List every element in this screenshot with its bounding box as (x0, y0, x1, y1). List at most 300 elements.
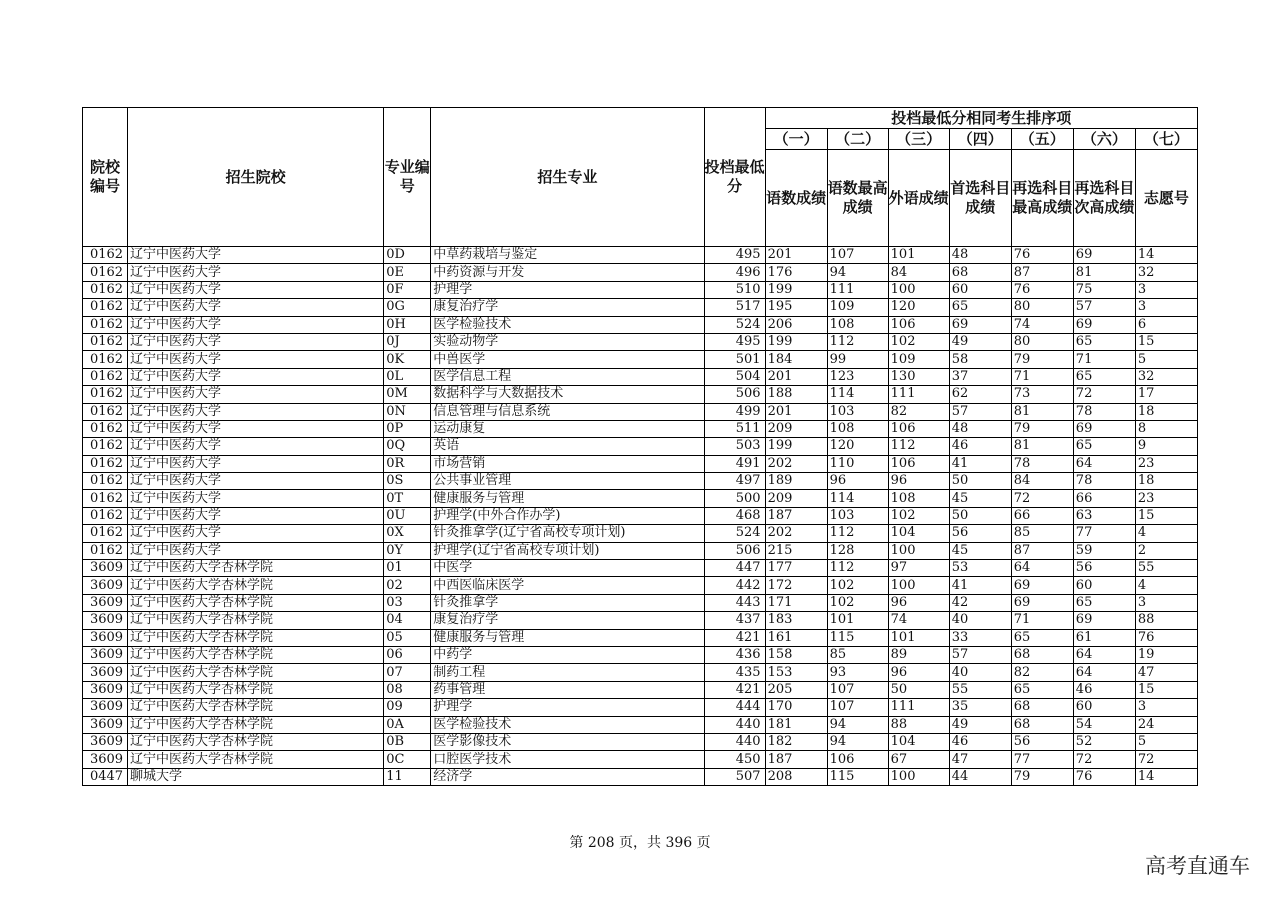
table-row (83, 716, 1198, 733)
cell-school-code: 3609 (83, 716, 128, 733)
cell-major-name: 中兽医学 (431, 351, 704, 368)
table-row (83, 247, 1198, 264)
cell-chinese-math-max-score: 106 (827, 751, 888, 768)
cell-chinese-math-max-score: 115 (827, 768, 888, 785)
cell-chinese-math-max-score: 93 (827, 664, 888, 681)
cell-major-code: 0C (384, 751, 431, 768)
cell-school-name: 辽宁中医药大学杏林学院 (128, 612, 384, 629)
table-row (83, 612, 1198, 629)
cell-preference-number: 23 (1135, 455, 1197, 472)
cell-chinese-math-score: 199 (765, 333, 827, 350)
cell-school-code: 3609 (83, 560, 128, 577)
cell-foreign-language-score: 100 (888, 768, 949, 785)
cell-first-subject-score: 41 (949, 455, 1011, 472)
cell-min-score: 435 (704, 664, 765, 681)
cell-min-score: 503 (704, 438, 765, 455)
cell-elective-second-score: 71 (1073, 351, 1135, 368)
cell-major-name: 健康服务与管理 (431, 629, 704, 646)
cell-preference-number: 47 (1135, 664, 1197, 681)
cell-chinese-math-max-score: 123 (827, 368, 888, 385)
cell-chinese-math-score: 208 (765, 768, 827, 785)
cell-chinese-math-score: 176 (765, 264, 827, 281)
cell-elective-second-score: 75 (1073, 281, 1135, 298)
cell-chinese-math-score: 182 (765, 733, 827, 750)
cell-chinese-math-score: 183 (765, 612, 827, 629)
cell-first-subject-score: 49 (949, 716, 1011, 733)
cell-major-code: 02 (384, 577, 431, 594)
cell-major-code: 0M (384, 386, 431, 403)
cell-elective-max-score: 56 (1011, 733, 1073, 750)
cell-min-score: 496 (704, 264, 765, 281)
cell-major-code: 0U (384, 507, 431, 524)
cell-foreign-language-score: 120 (888, 299, 949, 316)
cell-school-name: 辽宁中医药大学 (128, 525, 384, 542)
cell-chinese-math-score: 206 (765, 316, 827, 333)
cell-major-name: 中医学 (431, 560, 704, 577)
table-row (83, 473, 1198, 490)
cell-chinese-math-score: 187 (765, 751, 827, 768)
cell-preference-number: 6 (1135, 316, 1197, 333)
cell-elective-max-score: 79 (1011, 768, 1073, 785)
cell-elective-max-score: 78 (1011, 455, 1073, 472)
cell-elective-max-score: 64 (1011, 560, 1073, 577)
cell-chinese-math-max-score: 108 (827, 420, 888, 437)
cell-foreign-language-score: 106 (888, 316, 949, 333)
cell-major-name: 康复治疗学 (431, 299, 704, 316)
cell-major-code: 0F (384, 281, 431, 298)
cell-elective-second-score: 65 (1073, 333, 1135, 350)
header-elective-max: 再选科目最高成绩 (1011, 150, 1073, 247)
header-order-2: （二） (827, 129, 888, 150)
cell-elective-max-score: 79 (1011, 351, 1073, 368)
cell-foreign-language-score: 112 (888, 438, 949, 455)
cell-school-code: 0162 (83, 420, 128, 437)
cell-school-code: 0162 (83, 507, 128, 524)
header-min-score: 投档最低分 (704, 108, 765, 247)
table-row (83, 386, 1198, 403)
cell-school-name: 辽宁中医药大学 (128, 299, 384, 316)
cell-major-code: 0A (384, 716, 431, 733)
cell-school-name: 辽宁中医药大学杏林学院 (128, 664, 384, 681)
cell-school-code: 0162 (83, 368, 128, 385)
cell-school-code: 3609 (83, 612, 128, 629)
cell-elective-second-score: 63 (1073, 507, 1135, 524)
table-row (83, 733, 1198, 750)
cell-min-score: 440 (704, 733, 765, 750)
cell-foreign-language-score: 111 (888, 386, 949, 403)
cell-chinese-math-score: 209 (765, 490, 827, 507)
cell-foreign-language-score: 111 (888, 699, 949, 716)
cell-preference-number: 72 (1135, 751, 1197, 768)
cell-preference-number: 32 (1135, 264, 1197, 281)
cell-preference-number: 15 (1135, 681, 1197, 698)
table-row (83, 490, 1198, 507)
cell-school-name: 辽宁中医药大学 (128, 542, 384, 559)
cell-first-subject-score: 48 (949, 247, 1011, 264)
cell-major-name: 护理学(中外合作办学) (431, 507, 704, 524)
cell-school-name: 辽宁中医药大学杏林学院 (128, 577, 384, 594)
cell-elective-second-score: 57 (1073, 299, 1135, 316)
cell-elective-second-score: 77 (1073, 525, 1135, 542)
cell-major-code: 0J (384, 333, 431, 350)
cell-first-subject-score: 46 (949, 733, 1011, 750)
cell-major-name: 药事管理 (431, 681, 704, 698)
table-row (83, 751, 1198, 768)
cell-first-subject-score: 53 (949, 560, 1011, 577)
cell-foreign-language-score: 109 (888, 351, 949, 368)
cell-chinese-math-max-score: 102 (827, 594, 888, 611)
cell-major-name: 医学信息工程 (431, 368, 704, 385)
cell-elective-max-score: 73 (1011, 386, 1073, 403)
cell-elective-max-score: 72 (1011, 490, 1073, 507)
cell-school-name: 辽宁中医药大学 (128, 455, 384, 472)
cell-major-name: 实验动物学 (431, 333, 704, 350)
cell-major-code: 07 (384, 664, 431, 681)
cell-chinese-math-score: 215 (765, 542, 827, 559)
cell-first-subject-score: 35 (949, 699, 1011, 716)
cell-major-name: 护理学(辽宁省高校专项计划) (431, 542, 704, 559)
cell-elective-max-score: 81 (1011, 438, 1073, 455)
cell-foreign-language-score: 102 (888, 333, 949, 350)
cell-school-code: 0162 (83, 438, 128, 455)
cell-first-subject-score: 48 (949, 420, 1011, 437)
cell-min-score: 491 (704, 455, 765, 472)
cell-preference-number: 9 (1135, 438, 1197, 455)
cell-foreign-language-score: 106 (888, 420, 949, 437)
cell-chinese-math-max-score: 99 (827, 351, 888, 368)
header-major-code: 专业编号 (384, 108, 431, 247)
cell-chinese-math-max-score: 101 (827, 612, 888, 629)
cell-elective-max-score: 68 (1011, 716, 1073, 733)
cell-elective-max-score: 69 (1011, 577, 1073, 594)
cell-elective-second-score: 52 (1073, 733, 1135, 750)
cell-min-score: 510 (704, 281, 765, 298)
cell-major-code: 06 (384, 646, 431, 663)
cell-school-code: 3609 (83, 577, 128, 594)
cell-elective-second-score: 69 (1073, 316, 1135, 333)
cell-chinese-math-max-score: 94 (827, 264, 888, 281)
cell-chinese-math-score: 209 (765, 420, 827, 437)
cell-min-score: 421 (704, 629, 765, 646)
cell-min-score: 495 (704, 333, 765, 350)
cell-preference-number: 3 (1135, 299, 1197, 316)
cell-preference-number: 3 (1135, 699, 1197, 716)
cell-major-code: 0E (384, 264, 431, 281)
cell-major-code: 0T (384, 490, 431, 507)
cell-major-name: 运动康复 (431, 420, 704, 437)
cell-chinese-math-max-score: 112 (827, 525, 888, 542)
cell-major-name: 康复治疗学 (431, 612, 704, 629)
cell-school-name: 辽宁中医药大学 (128, 403, 384, 420)
cell-chinese-math-max-score: 112 (827, 560, 888, 577)
cell-preference-number: 3 (1135, 281, 1197, 298)
cell-first-subject-score: 41 (949, 577, 1011, 594)
cell-chinese-math-score: 202 (765, 525, 827, 542)
cell-school-code: 0162 (83, 455, 128, 472)
header-order-5: （五） (1011, 129, 1073, 150)
cell-elective-second-score: 64 (1073, 664, 1135, 681)
cell-elective-second-score: 64 (1073, 646, 1135, 663)
cell-elective-second-score: 65 (1073, 594, 1135, 611)
cell-elective-second-score: 69 (1073, 612, 1135, 629)
cell-elective-max-score: 81 (1011, 403, 1073, 420)
cell-major-name: 制药工程 (431, 664, 704, 681)
cell-school-name: 辽宁中医药大学 (128, 351, 384, 368)
cell-school-code: 0162 (83, 316, 128, 333)
table-row (83, 281, 1198, 298)
table-row (83, 664, 1198, 681)
cell-foreign-language-score: 106 (888, 455, 949, 472)
header-school-name: 招生院校 (128, 108, 384, 247)
cell-chinese-math-max-score: 94 (827, 716, 888, 733)
cell-min-score: 447 (704, 560, 765, 577)
cell-school-name: 辽宁中医药大学 (128, 507, 384, 524)
cell-major-code: 0R (384, 455, 431, 472)
cell-chinese-math-score: 171 (765, 594, 827, 611)
cell-min-score: 507 (704, 768, 765, 785)
cell-elective-second-score: 72 (1073, 386, 1135, 403)
cell-elective-max-score: 76 (1011, 247, 1073, 264)
cell-school-code: 0162 (83, 264, 128, 281)
cell-preference-number: 15 (1135, 507, 1197, 524)
cell-elective-max-score: 65 (1011, 629, 1073, 646)
cell-elective-max-score: 65 (1011, 681, 1073, 698)
cell-min-score: 436 (704, 646, 765, 663)
cell-min-score: 495 (704, 247, 765, 264)
cell-school-name: 辽宁中医药大学杏林学院 (128, 560, 384, 577)
cell-major-name: 公共事业管理 (431, 473, 704, 490)
cell-foreign-language-score: 88 (888, 716, 949, 733)
cell-chinese-math-max-score: 115 (827, 629, 888, 646)
cell-major-name: 信息管理与信息系统 (431, 403, 704, 420)
cell-foreign-language-score: 97 (888, 560, 949, 577)
cell-first-subject-score: 44 (949, 768, 1011, 785)
table-row (83, 368, 1198, 385)
cell-elective-max-score: 79 (1011, 420, 1073, 437)
cell-elective-max-score: 82 (1011, 664, 1073, 681)
cell-chinese-math-max-score: 103 (827, 507, 888, 524)
cell-first-subject-score: 55 (949, 681, 1011, 698)
cell-first-subject-score: 57 (949, 646, 1011, 663)
cell-elective-second-score: 59 (1073, 542, 1135, 559)
cell-foreign-language-score: 67 (888, 751, 949, 768)
cell-elective-second-score: 60 (1073, 577, 1135, 594)
cell-preference-number: 24 (1135, 716, 1197, 733)
cell-chinese-math-max-score: 114 (827, 386, 888, 403)
table-row (83, 351, 1198, 368)
cell-school-name: 辽宁中医药大学 (128, 473, 384, 490)
cell-preference-number: 17 (1135, 386, 1197, 403)
cell-elective-max-score: 84 (1011, 473, 1073, 490)
cell-elective-second-score: 81 (1073, 264, 1135, 281)
header-order-4: （四） (949, 129, 1011, 150)
cell-first-subject-score: 40 (949, 612, 1011, 629)
cell-major-name: 口腔医学技术 (431, 751, 704, 768)
cell-min-score: 421 (704, 681, 765, 698)
cell-school-name: 辽宁中医药大学杏林学院 (128, 629, 384, 646)
cell-school-name: 辽宁中医药大学 (128, 438, 384, 455)
header-major-name: 招生专业 (431, 108, 704, 247)
cell-min-score: 499 (704, 403, 765, 420)
cell-elective-max-score: 76 (1011, 281, 1073, 298)
cell-school-name: 辽宁中医药大学 (128, 316, 384, 333)
table-row (83, 403, 1198, 420)
cell-school-code: 0162 (83, 299, 128, 316)
cell-elective-second-score: 65 (1073, 368, 1135, 385)
cell-preference-number: 18 (1135, 403, 1197, 420)
cell-elective-second-score: 76 (1073, 768, 1135, 785)
cell-chinese-math-score: 177 (765, 560, 827, 577)
cell-major-code: 09 (384, 699, 431, 716)
watermark-logo-text: 高考直通车 (1145, 854, 1250, 878)
cell-foreign-language-score: 100 (888, 281, 949, 298)
cell-chinese-math-score: 188 (765, 386, 827, 403)
cell-preference-number: 2 (1135, 542, 1197, 559)
cell-min-score: 500 (704, 490, 765, 507)
cell-chinese-math-max-score: 107 (827, 247, 888, 264)
cell-school-name: 辽宁中医药大学 (128, 368, 384, 385)
cell-preference-number: 23 (1135, 490, 1197, 507)
cell-chinese-math-score: 187 (765, 507, 827, 524)
cell-elective-max-score: 68 (1011, 699, 1073, 716)
cell-major-name: 英语 (431, 438, 704, 455)
cell-school-code: 0162 (83, 525, 128, 542)
cell-chinese-math-max-score: 114 (827, 490, 888, 507)
table-row (83, 577, 1198, 594)
cell-chinese-math-max-score: 109 (827, 299, 888, 316)
cell-elective-max-score: 85 (1011, 525, 1073, 542)
cell-min-score: 444 (704, 699, 765, 716)
cell-chinese-math-max-score: 103 (827, 403, 888, 420)
cell-elective-max-score: 87 (1011, 542, 1073, 559)
cell-school-code: 0162 (83, 542, 128, 559)
cell-school-name: 聊城大学 (128, 768, 384, 785)
cell-school-code: 3609 (83, 664, 128, 681)
cell-foreign-language-score: 96 (888, 664, 949, 681)
cell-first-subject-score: 37 (949, 368, 1011, 385)
cell-school-code: 0162 (83, 403, 128, 420)
cell-major-name: 护理学 (431, 281, 704, 298)
cell-major-code: 08 (384, 681, 431, 698)
cell-major-code: 0G (384, 299, 431, 316)
cell-chinese-math-score: 184 (765, 351, 827, 368)
cell-elective-second-score: 65 (1073, 438, 1135, 455)
cell-elective-max-score: 80 (1011, 333, 1073, 350)
header-ranking-group: 投档最低分相同考生排序项 (765, 108, 1197, 129)
cell-foreign-language-score: 102 (888, 507, 949, 524)
cell-preference-number: 14 (1135, 247, 1197, 264)
table-body (83, 247, 1198, 786)
cell-chinese-math-max-score: 108 (827, 316, 888, 333)
cell-chinese-math-score: 201 (765, 368, 827, 385)
cell-elective-max-score: 77 (1011, 751, 1073, 768)
cell-chinese-math-score: 170 (765, 699, 827, 716)
cell-first-subject-score: 47 (949, 751, 1011, 768)
cell-elective-max-score: 68 (1011, 646, 1073, 663)
table-row (83, 316, 1198, 333)
cell-first-subject-score: 50 (949, 473, 1011, 490)
table-row (83, 264, 1198, 281)
cell-major-name: 医学检验技术 (431, 716, 704, 733)
cell-min-score: 517 (704, 299, 765, 316)
table-row (83, 699, 1198, 716)
cell-major-code: 0S (384, 473, 431, 490)
cell-foreign-language-score: 100 (888, 542, 949, 559)
cell-school-name: 辽宁中医药大学杏林学院 (128, 699, 384, 716)
cell-min-score: 524 (704, 525, 765, 542)
cell-preference-number: 15 (1135, 333, 1197, 350)
cell-school-code: 3609 (83, 699, 128, 716)
cell-min-score: 437 (704, 612, 765, 629)
cell-chinese-math-max-score: 111 (827, 281, 888, 298)
cell-school-name: 辽宁中医药大学 (128, 281, 384, 298)
cell-min-score: 450 (704, 751, 765, 768)
table-row (83, 525, 1198, 542)
cell-school-code: 0162 (83, 386, 128, 403)
cell-preference-number: 8 (1135, 420, 1197, 437)
cell-elective-second-score: 61 (1073, 629, 1135, 646)
cell-elective-second-score: 78 (1073, 473, 1135, 490)
cell-school-code: 0447 (83, 768, 128, 785)
cell-major-name: 针灸推拿学(辽宁省高校专项计划) (431, 525, 704, 542)
cell-chinese-math-max-score: 110 (827, 455, 888, 472)
cell-foreign-language-score: 82 (888, 403, 949, 420)
cell-major-name: 健康服务与管理 (431, 490, 704, 507)
cell-first-subject-score: 69 (949, 316, 1011, 333)
header-order-1: （一） (765, 129, 827, 150)
cell-elective-max-score: 69 (1011, 594, 1073, 611)
cell-elective-max-score: 80 (1011, 299, 1073, 316)
cell-school-name: 辽宁中医药大学杏林学院 (128, 716, 384, 733)
cell-major-name: 医学检验技术 (431, 316, 704, 333)
cell-foreign-language-score: 101 (888, 247, 949, 264)
table-row (83, 768, 1198, 785)
table-row (83, 681, 1198, 698)
cell-min-score: 440 (704, 716, 765, 733)
cell-foreign-language-score: 96 (888, 594, 949, 611)
cell-school-name: 辽宁中医药大学 (128, 420, 384, 437)
cell-chinese-math-score: 199 (765, 281, 827, 298)
cell-foreign-language-score: 74 (888, 612, 949, 629)
table-row (83, 560, 1198, 577)
cell-preference-number: 14 (1135, 768, 1197, 785)
cell-major-name: 中药资源与开发 (431, 264, 704, 281)
cell-elective-second-score: 72 (1073, 751, 1135, 768)
cell-major-code: 11 (384, 768, 431, 785)
cell-foreign-language-score: 100 (888, 577, 949, 594)
cell-min-score: 443 (704, 594, 765, 611)
cell-school-name: 辽宁中医药大学 (128, 386, 384, 403)
cell-chinese-math-score: 189 (765, 473, 827, 490)
cell-foreign-language-score: 130 (888, 368, 949, 385)
cell-chinese-math-score: 172 (765, 577, 827, 594)
cell-preference-number: 19 (1135, 646, 1197, 663)
cell-foreign-language-score: 50 (888, 681, 949, 698)
cell-first-subject-score: 57 (949, 403, 1011, 420)
cell-first-subject-score: 33 (949, 629, 1011, 646)
table-row (83, 438, 1198, 455)
cell-elective-max-score: 71 (1011, 368, 1073, 385)
cell-elective-max-score: 87 (1011, 264, 1073, 281)
cell-major-code: 0K (384, 351, 431, 368)
cell-chinese-math-max-score: 85 (827, 646, 888, 663)
cell-preference-number: 32 (1135, 368, 1197, 385)
cell-preference-number: 4 (1135, 577, 1197, 594)
cell-preference-number: 88 (1135, 612, 1197, 629)
table-row (83, 629, 1198, 646)
cell-major-code: 0D (384, 247, 431, 264)
cell-major-name: 市场营销 (431, 455, 704, 472)
